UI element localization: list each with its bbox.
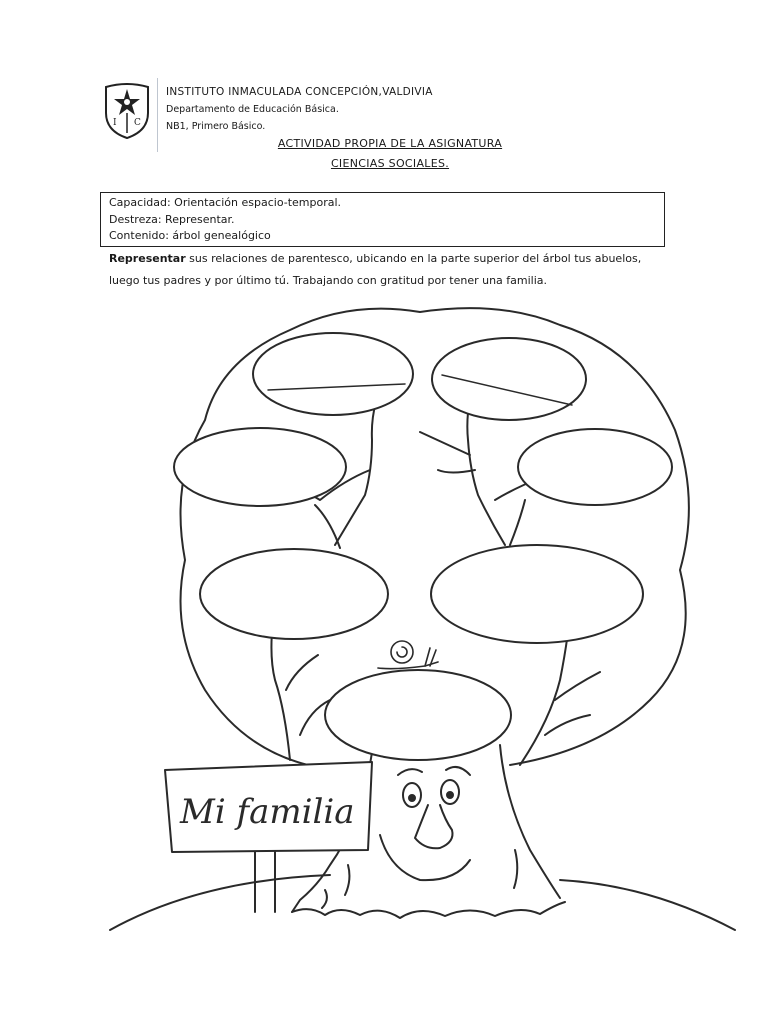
sign-icon bbox=[165, 762, 372, 912]
department-name: Departamento de Educación Básica. bbox=[166, 104, 339, 115]
branch-left-lower bbox=[271, 632, 330, 760]
name-bubble-mid-right bbox=[518, 429, 672, 505]
name-bubble-mid-left bbox=[174, 428, 346, 506]
tree-face bbox=[380, 767, 470, 880]
instructions-bold: Representar bbox=[109, 252, 186, 265]
sign-text: Mi familia bbox=[180, 792, 355, 832]
institution-name: INSTITUTO INMACULADA CONCEPCIÓN,VALDIVIA bbox=[166, 86, 433, 98]
name-bubble-top-left bbox=[253, 333, 413, 415]
logo-letter-i: I bbox=[113, 118, 117, 128]
name-bubble-lower-right bbox=[431, 545, 643, 643]
capacidad-line: Capacidad: Orientación espacio-temporal. bbox=[109, 196, 342, 209]
logo-letter-c: C bbox=[134, 118, 141, 128]
branch-right-lower bbox=[520, 632, 600, 765]
instructions bbox=[109, 248, 669, 292]
name-bubble-lower-left bbox=[200, 549, 388, 639]
family-tree-illustration bbox=[0, 295, 768, 1024]
instructions-text: sus relaciones de parentesco, ubicando en la parte superior del árbol tus abuelos, luego tus padres y por último tú. Trabajando con gratitud por tener una familia. bbox=[109, 252, 642, 287]
name-bubble-top-right bbox=[432, 338, 586, 420]
name-bubble-bottom bbox=[325, 670, 511, 760]
snail-icon bbox=[378, 641, 438, 669]
course-level: NB1, Primero Básico. bbox=[166, 121, 266, 132]
contenido-line: Contenido: árbol genealógico bbox=[109, 229, 271, 242]
school-crest-logo bbox=[103, 83, 151, 139]
ground-line bbox=[110, 875, 735, 930]
info-box bbox=[100, 192, 665, 247]
activity-title: ACTIVIDAD PROPIA DE LA ASIGNATURA bbox=[277, 137, 503, 150]
subject-title: CIENCIAS SOCIALES. bbox=[330, 157, 450, 170]
destreza-line: Destreza: Representar. bbox=[109, 212, 235, 226]
